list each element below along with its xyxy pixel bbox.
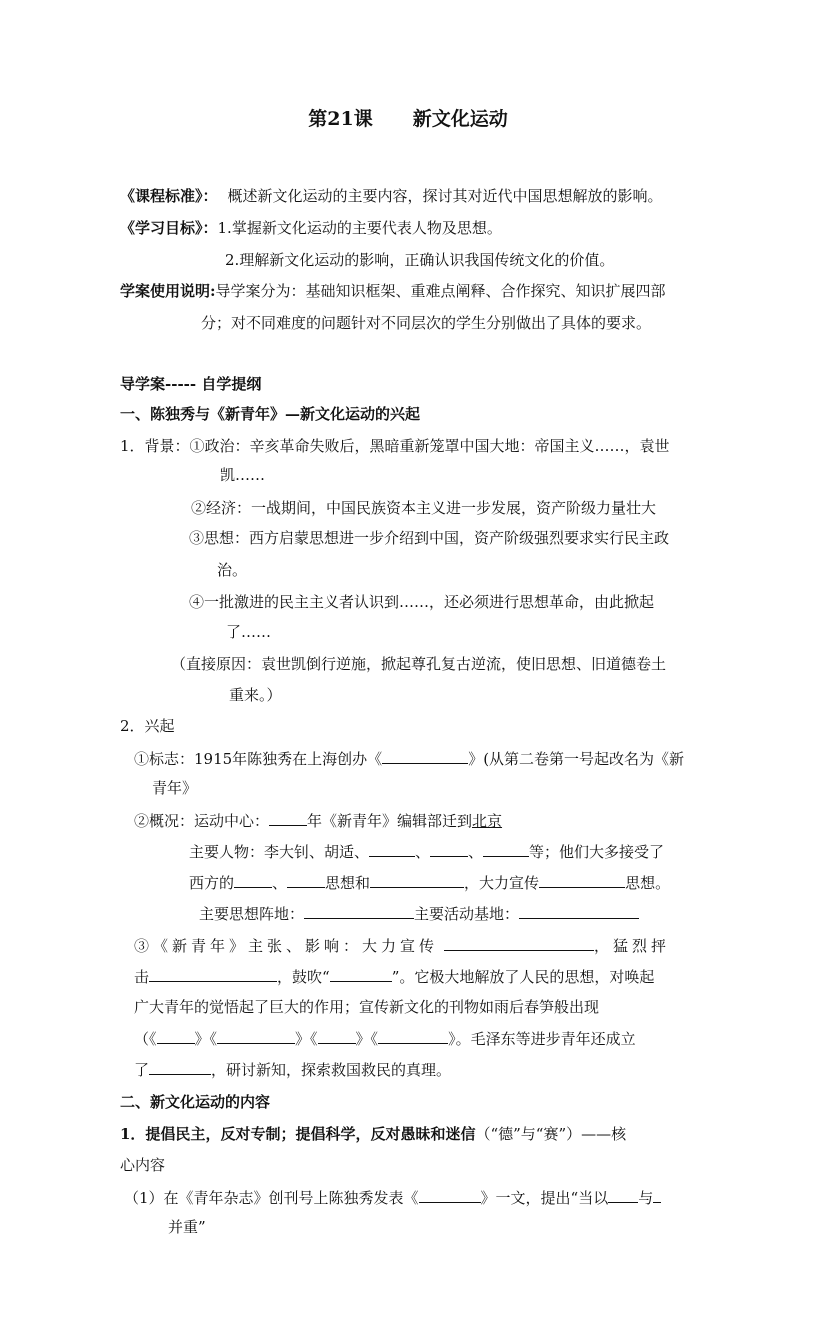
blank-item-2[interactable] bbox=[653, 1187, 661, 1203]
blank-item-1[interactable] bbox=[608, 1187, 638, 1203]
learning-goal-label: 《学习目标》： bbox=[120, 219, 218, 237]
sign-line bbox=[134, 748, 684, 769]
course-standard-text: 概述新文化运动的主要内容，探讨其对近代中国思想解放的影响。 bbox=[227, 187, 663, 205]
usage-text-1: 导学案分为：基础知识框架、重难点阐释、合作探究、知识扩展四部 bbox=[215, 282, 666, 300]
people-line bbox=[189, 841, 664, 862]
blank-pub-4[interactable] bbox=[378, 1028, 448, 1044]
background-political: 1．背景：①政治：辛亥革命失败后，黑暗重新笼罩中国大地：帝国主义……，袁世 bbox=[120, 437, 670, 455]
blank-attack[interactable] bbox=[149, 966, 277, 982]
blank-year[interactable] bbox=[269, 810, 307, 826]
claim-text-2: ，猛烈抨 bbox=[594, 937, 671, 955]
west-text-2: 思想和 bbox=[325, 874, 371, 892]
blank-magazine[interactable] bbox=[382, 748, 468, 764]
blank-pub-3[interactable] bbox=[318, 1028, 356, 1044]
separator: 、 bbox=[415, 843, 431, 861]
usage-label: 学案使用说明: bbox=[120, 282, 216, 300]
point1-bold: 1．提倡民主，反对专制；提倡科学，反对愚昧和迷信 bbox=[120, 1125, 476, 1143]
overview-text: ②概况：运动中心： bbox=[134, 812, 270, 830]
background-radicals: ④一批激进的民主主义者认识到……，还必须进行思想革命，由此掀起 bbox=[189, 593, 655, 611]
claim-text: ③《新青年》主张、影响：大力宣传 bbox=[134, 937, 439, 955]
page-title bbox=[0, 104, 816, 131]
west-text-3: ，大力宣传 bbox=[464, 874, 540, 892]
background-thought: ③思想：西方启蒙思想进一步介绍到中国，资产阶级强烈要求实行民主政 bbox=[189, 529, 670, 547]
item1-text-3: 与 bbox=[638, 1189, 654, 1207]
item1-line-cont: 并重” bbox=[168, 1218, 206, 1236]
blank-claim[interactable] bbox=[444, 935, 594, 951]
outline-title: 导学案----- 自学提纲 bbox=[120, 375, 262, 393]
learning-goal-1: 1.掌握新文化运动的主要代表人物及思想。 bbox=[217, 219, 502, 237]
pub-sep: 》《 bbox=[194, 1030, 218, 1048]
item1-line bbox=[124, 1187, 661, 1208]
pub-text: （《 bbox=[134, 1030, 157, 1048]
attack-line bbox=[134, 966, 654, 987]
course-standard-line bbox=[120, 186, 663, 206]
west-line bbox=[189, 872, 670, 893]
pub-text-2: 》。毛泽东等进步青年还成立 bbox=[448, 1030, 636, 1048]
direct-cause: （直接原因：袁世凯倒行逆施，掀起尊孔复古逆流，使旧思想、旧道德卷土 bbox=[171, 655, 667, 673]
people-text: 主要人物：李大钊、胡适、 bbox=[189, 843, 370, 861]
course-standard-label: 《课程标准》： bbox=[120, 187, 218, 205]
background-radicals-cont: 了…… bbox=[226, 623, 272, 641]
blank-pub-1[interactable] bbox=[157, 1028, 195, 1044]
attack-text: 击 bbox=[134, 968, 150, 986]
blank-west-1[interactable] bbox=[234, 872, 272, 888]
west-text: 西方的 bbox=[189, 874, 235, 892]
est-text-2: ，研讨新知，探索救国救民的真理。 bbox=[211, 1061, 452, 1079]
base-line bbox=[199, 903, 639, 924]
item1-text: （1）在《青年杂志》创刊号上陈独秀发表《 bbox=[124, 1189, 419, 1207]
claim-line bbox=[134, 935, 670, 956]
separator: 、 bbox=[468, 843, 484, 861]
people-text-2: 等；他们大多接受了 bbox=[529, 843, 665, 861]
blank-base-1[interactable] bbox=[304, 903, 414, 919]
blank-person-1[interactable] bbox=[369, 841, 415, 857]
usage-text-2: 分；对不同难度的问题针对不同层次的学生分别做出了具体的要求。 bbox=[201, 314, 652, 332]
overview-city: 北京 bbox=[472, 812, 503, 830]
youth-line: 广大青年的觉悟起了巨大的作用；宣传新文化的刊物如雨后春笋般出现 bbox=[134, 998, 600, 1016]
section1-heading: 一、陈独秀与《新青年》—新文化运动的兴起 bbox=[120, 405, 421, 423]
lesson-topic: 新文化运动 bbox=[412, 108, 508, 130]
blank-article[interactable] bbox=[419, 1187, 481, 1203]
background-political-cont: 凯…… bbox=[220, 466, 266, 484]
pub-sep: 》《 bbox=[355, 1030, 379, 1048]
separator: 、 bbox=[272, 874, 288, 892]
publications-line bbox=[134, 1028, 636, 1049]
background-economic: ②经济：一战期间，中国民族资本主义进一步发展，资产阶级力量壮大 bbox=[191, 499, 657, 517]
blank-pub-2[interactable] bbox=[217, 1028, 295, 1044]
pub-sep: 》《 bbox=[295, 1030, 318, 1048]
section2-heading: 二、新文化运动的内容 bbox=[120, 1093, 271, 1111]
usage-line-1 bbox=[120, 281, 666, 301]
base-text: 主要思想阵地： bbox=[199, 905, 305, 923]
overview-line bbox=[134, 810, 502, 831]
blank-person-2[interactable] bbox=[430, 841, 468, 857]
rise-heading: 2．兴起 bbox=[120, 717, 175, 735]
sign-text-2: 》(从第二卷第一号起改名为《新 bbox=[468, 750, 685, 768]
blank-advocate[interactable] bbox=[330, 966, 392, 982]
blank-society[interactable] bbox=[149, 1059, 211, 1075]
direct-cause-cont: 重来。） bbox=[229, 686, 282, 704]
item1-text-2: 》一文，提出“当以 bbox=[480, 1189, 609, 1207]
sign-line-cont: 青年》 bbox=[152, 779, 198, 797]
blank-base-2[interactable] bbox=[519, 903, 639, 919]
lesson-number: 第21课 bbox=[308, 108, 373, 130]
base-text-2: 主要活动基地： bbox=[414, 905, 520, 923]
sign-text: ①标志：1915年陈独秀在上海创办《 bbox=[134, 750, 383, 768]
blank-person-3[interactable] bbox=[483, 841, 529, 857]
west-text-4: 思想。 bbox=[625, 874, 671, 892]
attack-text-2: ，鼓吹“ bbox=[277, 968, 330, 986]
point1-text: （“德”与“赛”）——核 bbox=[475, 1125, 627, 1143]
blank-west-2[interactable] bbox=[287, 872, 325, 888]
blank-west-4[interactable] bbox=[539, 872, 625, 888]
point1-line bbox=[120, 1124, 626, 1144]
background-thought-cont: 治。 bbox=[217, 561, 248, 579]
point1-line-cont: 心内容 bbox=[120, 1156, 166, 1174]
learning-goal-line bbox=[120, 218, 502, 238]
blank-west-3[interactable] bbox=[370, 872, 464, 888]
established-line bbox=[134, 1059, 451, 1080]
est-text: 了 bbox=[134, 1061, 150, 1079]
attack-text-3: ”。它极大地解放了人民的思想，对唤起 bbox=[391, 968, 655, 986]
learning-goal-2: 2.理解新文化运动的影响，正确认识我国传统文化的价值。 bbox=[225, 251, 615, 269]
overview-text-2: 年《新青年》编辑部迁到 bbox=[307, 812, 473, 830]
